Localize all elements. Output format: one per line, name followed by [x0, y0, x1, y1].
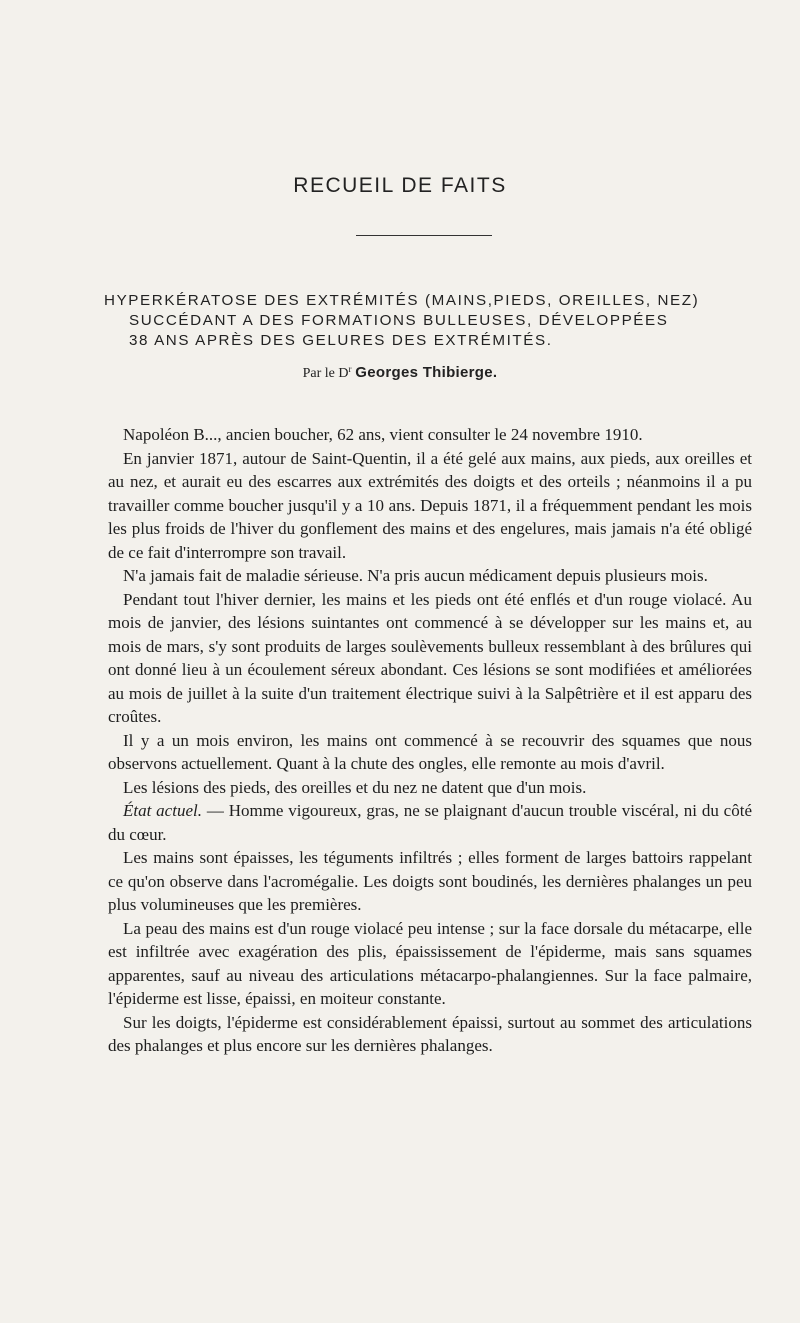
section-title: RECUEIL DE FAITS — [293, 174, 507, 197]
paragraph: Napoléon B..., ancien boucher, 62 ans, vient consulter le 24 novembre 1910. — [123, 425, 643, 444]
paragraph: Les mains sont épaisses, les téguments infiltrés ; elles forment de larges battoirs rappelant ce qu'on observe dans l'acromégalie. Les doigts sont boudinés, les dernières phalanges un peu plus volumineuses que les premières. — [108, 848, 752, 914]
paragraph: Pendant tout l'hiver dernier, les mains et les pieds ont été enflés et d'un rouge violacé. Au mois de janvier, des lésions suintantes ont commencé à se développer sur les mains et, au mois de mars, s'y sont produits de larges soulèvements bulleux ressemblant à des brûlures qui ont donné lieu à un écoulement séreux abondant. Ces lésions se sont modifiées et améliorées au mois de juillet à la suite d'un traitement électrique suivi à la Salpêtrière et il est apparu des croûtes. — [108, 589, 752, 726]
byline — [0, 364, 800, 382]
etat-label: État actuel. — [123, 801, 202, 820]
article-title-line-2: SUCCÉDANT A DES FORMATIONS BULLEUSES, DÉVELOPPÉES — [129, 312, 669, 329]
paragraph: En janvier 1871, autour de Saint-Quentin, il a été gelé aux mains, aux pieds, aux oreilles et au nez, et aurait eu des escarres aux extrémités des doigts et des orteils ; néanmoins il a pu travailler comme boucher jusqu'il y a 10 ans. Depuis 1871, il a fréquemment pendant les mois les plus froids de l'hiver du gonflement des mains et des engelures, mais jamais n'a été obligé de ce fait d'interrompre son travail. — [108, 448, 752, 562]
byline-prefix: Par le D — [302, 366, 349, 381]
paragraph: Sur les doigts, l'épiderme est considérablement épaissi, surtout au sommet des articulations des phalanges et plus encore sur les dernières phalanges. — [108, 1012, 752, 1055]
byline-author: Georges Thibierge. — [355, 364, 498, 381]
article-title — [104, 291, 754, 351]
paragraph: Il y a un mois environ, les mains ont commencé à se recouvrir des squames que nous observons actuellement. Quant à la chute des ongles, elle remonte au mois d'avril. — [108, 730, 752, 773]
article-title-line-1: HYPERKÉRATOSE DES EXTRÉMITÉS (MAINS,PIEDS, OREILLES, NEZ) — [104, 292, 700, 309]
etat-text: — Homme vigoureux, gras, ne se plaignant d'aucun trouble viscéral, ni du côté du cœur. — [108, 801, 752, 844]
byline-sup: r — [348, 364, 352, 374]
paragraph: La peau des mains est d'un rouge violacé peu intense ; sur la face dorsale du métacarpe, elle est infiltrée avec exagération des plis, épaississement de l'épiderme, mais sans squames apparentes, sauf au niveau des articulations métacarpo-phalangiennes. Sur la face palmaire, l'épiderme est lisse, épaissi, en moiteur constante. — [108, 918, 752, 1008]
paragraph: Les lésions des pieds, des oreilles et du nez ne datent que d'un mois. — [123, 777, 587, 797]
paragraph-etat — [108, 799, 752, 846]
article-title-line-3: 38 ANS APRÈS DES GELURES DES EXTRÉMITÉS. — [129, 332, 553, 349]
article-body — [108, 423, 752, 1058]
title-rule — [356, 235, 492, 236]
paragraph: N'a jamais fait de maladie sérieuse. N'a pris aucun médicament depuis plusieurs mois. — [123, 566, 708, 585]
